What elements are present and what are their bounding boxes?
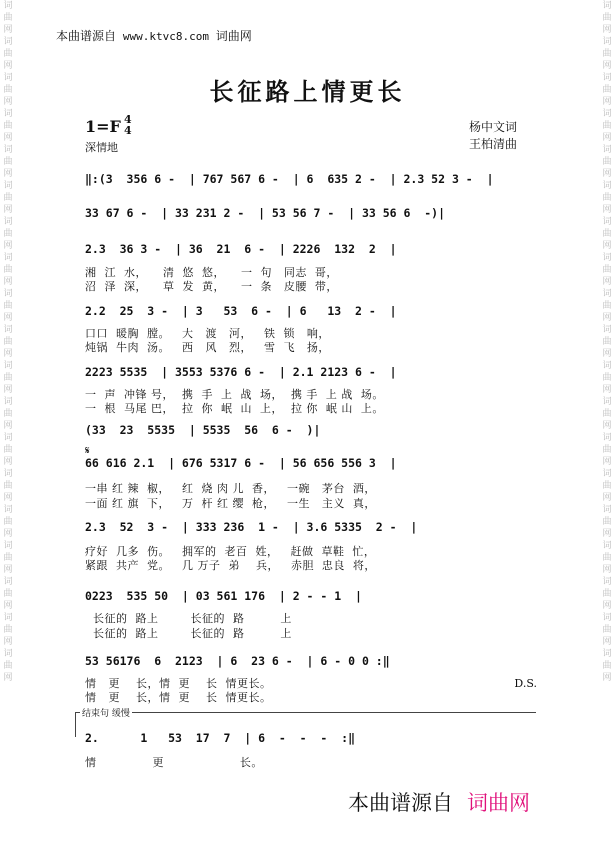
expression-marking: 深情地	[85, 141, 118, 154]
lyric-row-11: 情 更 长。	[85, 756, 263, 769]
composer-credit: 王柏清曲	[468, 137, 517, 151]
score-row-7: 66 616 2.1 | 676 5317 6 - | 56 656 556 3 |	[85, 456, 397, 470]
lyric-row-8a: 疗好 几多 伤。 拥军的 老百 姓， 赶做 草鞋 忙，	[85, 545, 376, 558]
time-signature	[124, 114, 132, 136]
header-site-name: 词曲网	[215, 29, 252, 43]
lyric-row-7a: 一串 红 辣 椒， 红 烧 肉 儿 香， 一碗 茅台 酒，	[85, 482, 376, 495]
song-title: 长征路上情更长	[209, 77, 406, 106]
lyric-row-7b: 一面 红 旗 下， 万 杆 红 缨 枪， 一生 主义 真，	[85, 497, 376, 510]
dal-segno: D.S.	[514, 677, 537, 690]
score-row-3: 2.3 36 3 - | 36 21 6 - | 2226 132 2 |	[85, 242, 397, 256]
lyric-row-10a: 情 更 长，情 更 长 情更长。	[85, 677, 272, 690]
score-row-2: 33 67 6 - | 33 231 2 - | 53 56 7 - | 33 56 6 -)|	[85, 206, 446, 220]
score-row-6: (33 23 5535 | 5535 56 6 - )|	[85, 423, 321, 437]
score-row-1: ‖:(3 356 6 - | 767 567 6 - | 6 635 2 - | 2.3 52 3 - |	[85, 172, 494, 186]
time-signature-bottom: 4	[124, 124, 132, 137]
lyric-row-3a: 湘 江 水， 清 悠 悠， 一 句 同志 哥，	[85, 266, 338, 279]
ending-label: 结束句 缓慢	[80, 706, 132, 719]
side-watermark-left: 词曲网词曲网词曲网词曲网词曲网词曲网词曲网词曲网词曲网词曲网词曲网词曲网词曲网词曲网词曲网词曲网词曲网词曲网词曲网	[3, 1, 13, 683]
score-row-10: 53 56176 6 2123 | 6 23 6 - | 6 - 0 0 :‖	[85, 654, 390, 668]
credits	[469, 119, 517, 153]
footer-watermark	[348, 787, 530, 817]
lyric-row-10b: 情 更 长，情 更 长 情更长。	[85, 691, 272, 704]
score-row-4: 2.2 25 3 - | 3 53 6 - | 6 13 2 - |	[85, 304, 397, 318]
lyricist-credit: 杨中文词	[468, 120, 517, 134]
header-source-text: 本曲谱源自	[56, 29, 117, 43]
lyric-row-5a: 一 声 冲锋 号， 携 手 上 战 场， 携 手 上 战 场。	[85, 388, 384, 401]
lyric-row-4b: 炖锅 牛肉 汤。 西 风 烈， 雪 飞 扬，	[85, 341, 330, 354]
header-url[interactable]: www.ktvc8.com	[122, 30, 209, 43]
segno-sign: 𝄋	[85, 444, 90, 457]
score-row-11: 2. 1 53 17 7 | 6 - - - :‖	[85, 731, 356, 745]
score-row-9: 0223 535 50 | 03 561 176 | 2 - - 1 |	[85, 589, 362, 603]
lyric-row-8b: 紧跟 共产 党。 几 万子 弟 兵， 赤胆 忠良 将，	[85, 559, 376, 572]
key-signature: 1=F	[85, 117, 121, 136]
score-row-5: 2223 5535 | 3553 5376 6 - | 2.1 2123 6 - |	[85, 365, 397, 379]
time-signature-top: 4	[124, 113, 132, 126]
lyric-row-9a: 长征的 路上 长征的 路 上	[85, 612, 292, 625]
lyric-row-3b: 沼 泽 深， 草 发 黄， 一 条 皮腰 带，	[85, 280, 338, 293]
footer-site-name: 词曲网	[467, 791, 530, 815]
side-watermark-right: 词曲网词曲网词曲网词曲网词曲网词曲网词曲网词曲网词曲网词曲网词曲网词曲网词曲网词曲网词曲网词曲网词曲网词曲网词曲网	[602, 1, 612, 683]
header-watermark	[56, 27, 252, 44]
lyric-row-9b: 长征的 路上 长征的 路 上	[85, 627, 292, 640]
lyric-row-5b: 一 根 马尾 巴， 拉 你 岷 山 上， 拉 你 岷 山 上。	[85, 402, 384, 415]
score-row-8: 2.3 52 3 - | 333 236 1 - | 3.6 5335 2 - |	[85, 520, 418, 534]
footer-source-text: 本曲谱源自	[348, 791, 453, 815]
lyric-row-4a: 口口 暖胸 膛。 大 渡 河， 铁 锁 响，	[85, 327, 330, 340]
